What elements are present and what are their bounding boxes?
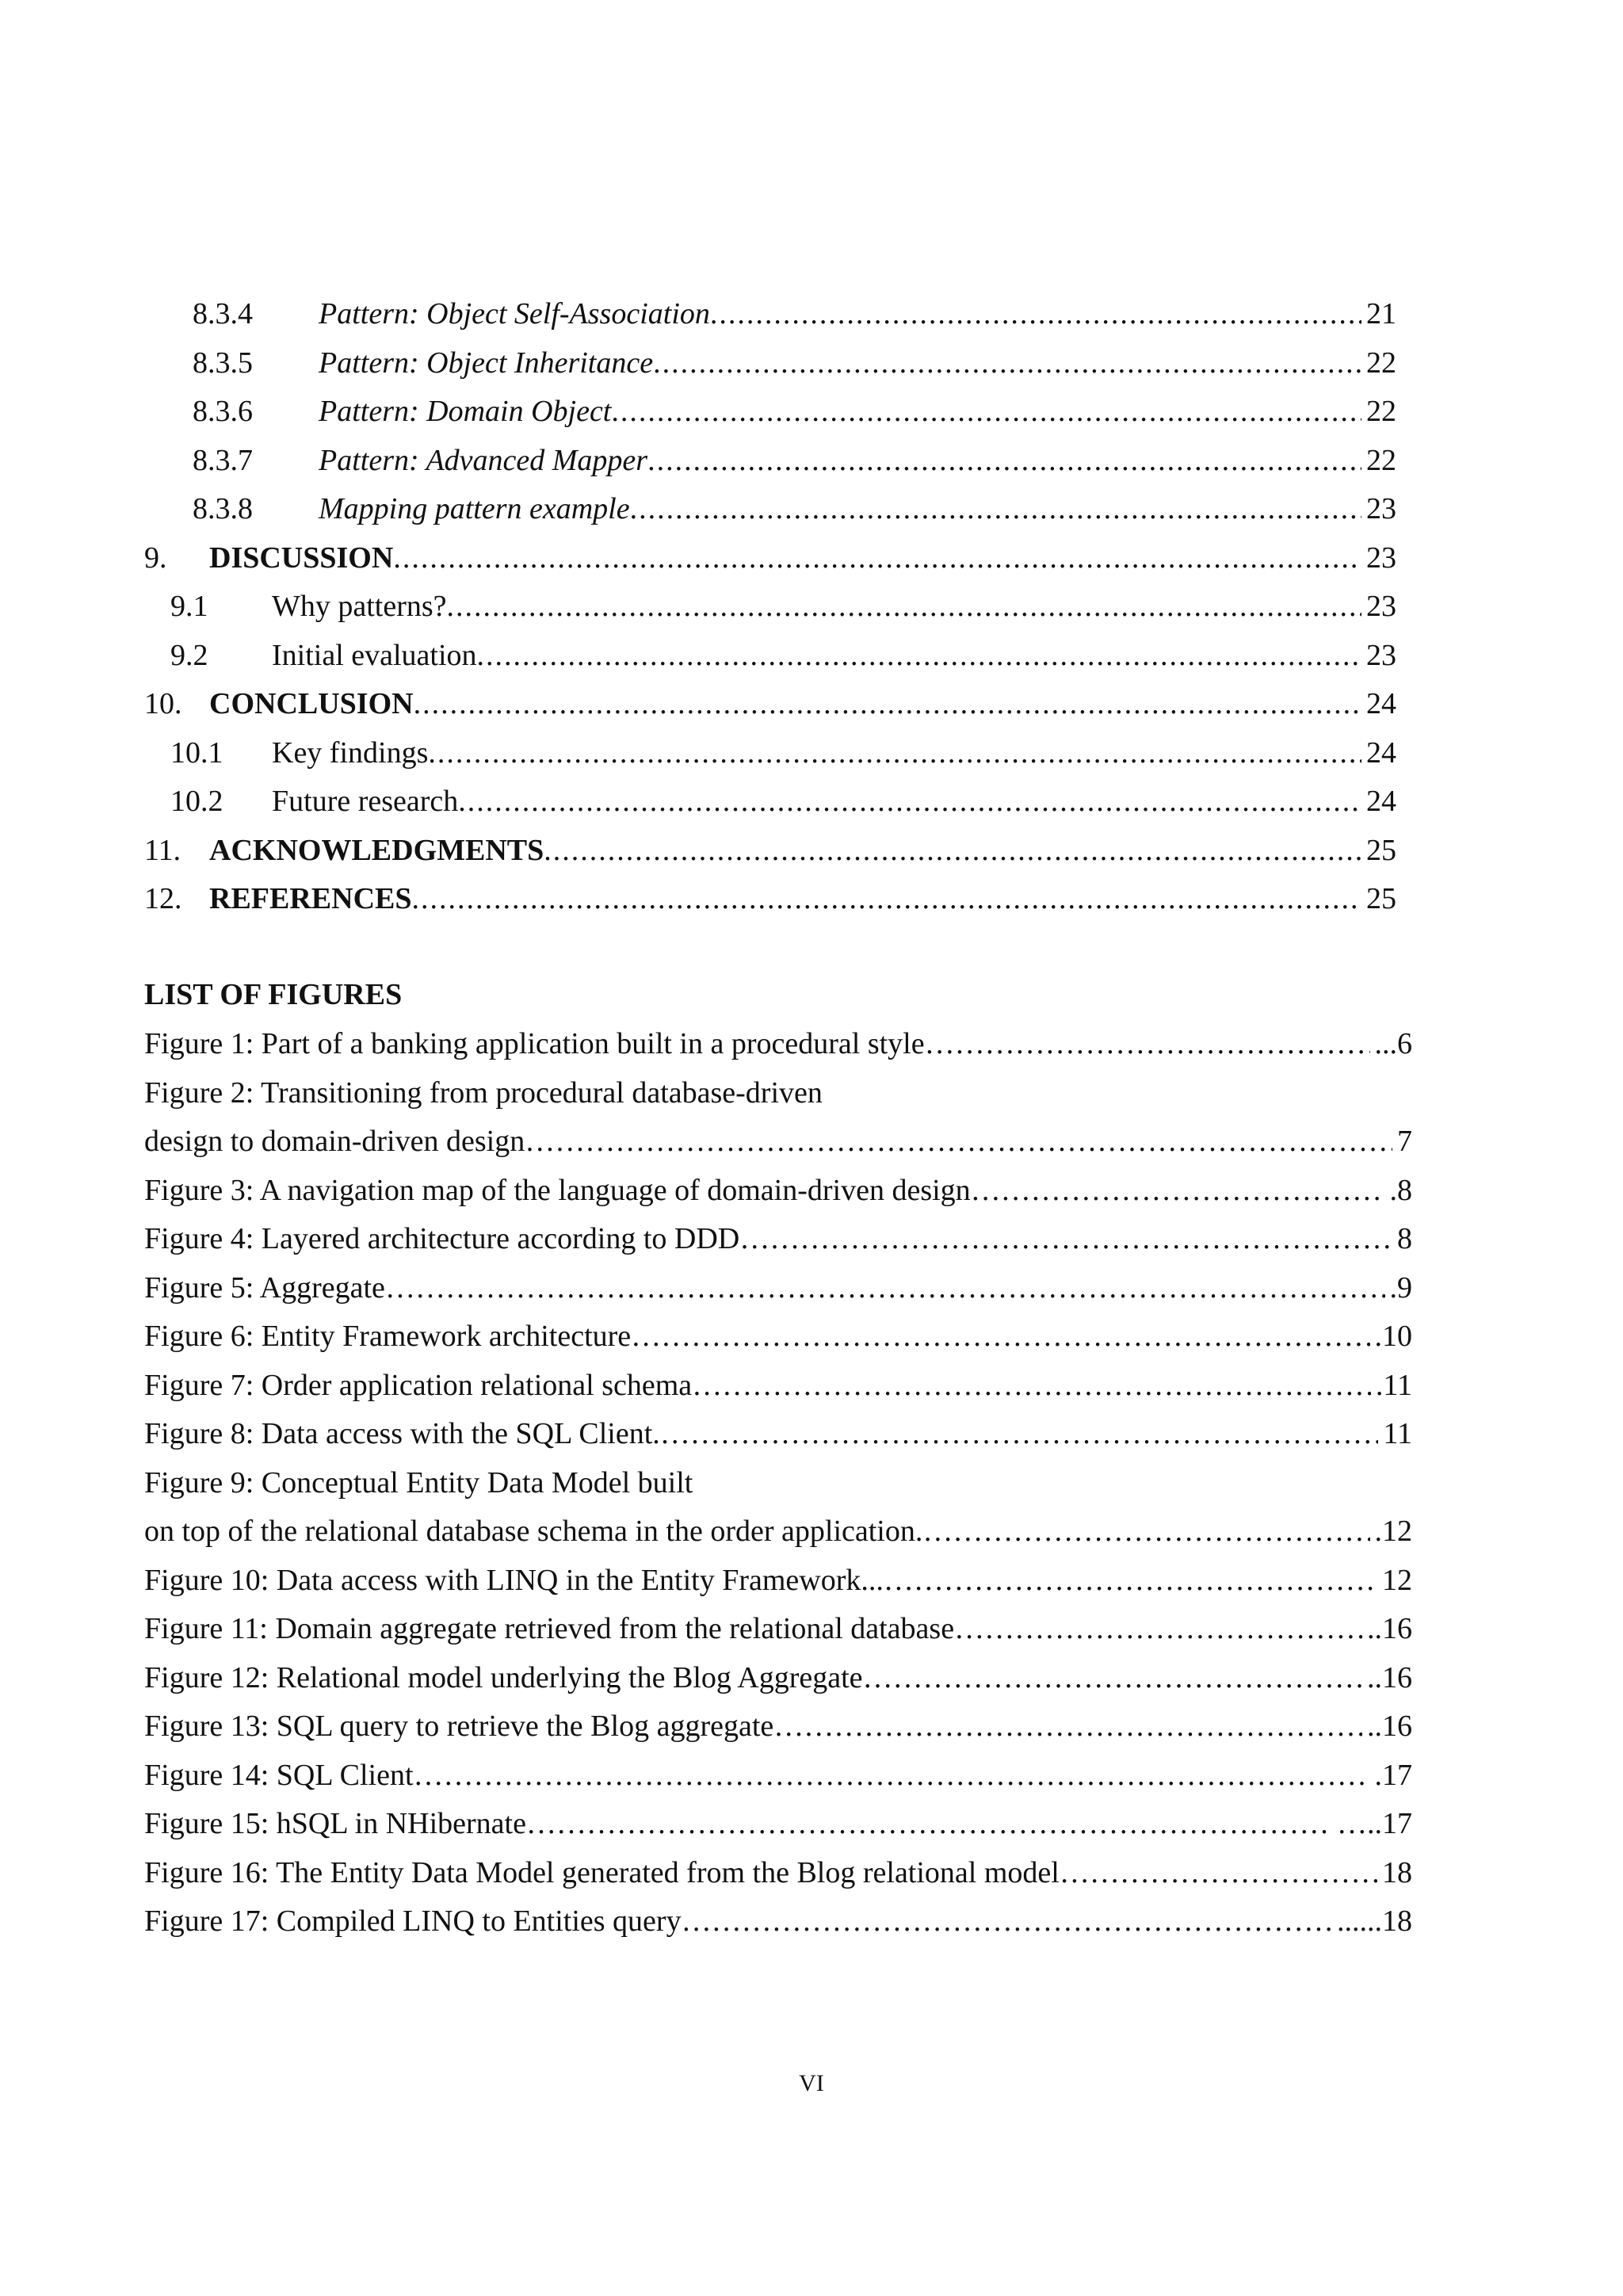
figure-leader: [692, 1362, 1371, 1411]
toc-entry[interactable]: [144, 777, 1396, 827]
figure-page: .10: [1374, 1320, 1412, 1353]
toc-leader: [428, 729, 1361, 778]
figure-page: 11: [1383, 1417, 1412, 1450]
figure-title-continued: on top of the relational database schema in the order application.: [144, 1515, 923, 1548]
toc-leader: [414, 680, 1361, 729]
toc-entry-number: 10.1: [170, 735, 223, 770]
figure-page: ..16: [1367, 1660, 1412, 1694]
list-of-figures-heading: LIST OF FIGURES: [144, 978, 403, 1011]
toc-entry-number: 8.3.8: [193, 492, 253, 525]
figure-title-continued: design to domain-driven design: [144, 1125, 525, 1158]
toc-entry-title: CONCLUSION: [209, 687, 414, 720]
figure-page: 12: [1382, 1563, 1412, 1597]
toc-entry-number: 8.3.5: [193, 346, 253, 380]
figure-leader: [863, 1654, 1362, 1703]
figure-page: 7: [1397, 1125, 1412, 1158]
figure-title: Figure 2: Transitioning from procedural database-driven: [144, 1075, 823, 1110]
figure-leader: [739, 1215, 1392, 1264]
toc-entry-title: Mapping pattern example: [319, 492, 630, 525]
figure-leader: [525, 1117, 1392, 1167]
figure-leader: [631, 1312, 1369, 1362]
toc-entry-title: Future research: [272, 785, 459, 818]
toc-entry-page: 23: [1366, 541, 1396, 575]
figure-title: Figure 14: SQL Client: [144, 1758, 414, 1792]
figure-page: .9: [1389, 1270, 1412, 1305]
figure-leader: [1060, 1849, 1377, 1898]
figure-page: …..17: [1337, 1807, 1412, 1840]
toc-entry-page: 24: [1366, 785, 1396, 818]
figure-leader: [682, 1897, 1332, 1946]
list-of-figures: [144, 1020, 1412, 1946]
figure-page: ......18: [1337, 1904, 1412, 1938]
toc-entry-page: 23: [1366, 638, 1396, 672]
toc-entry-title: Pattern: Domain Object: [319, 395, 612, 428]
figure-entry[interactable]: [144, 1362, 1412, 1411]
toc-entry-page: 25: [1366, 882, 1396, 915]
figure-title: Figure 13: SQL query to retrieve the Blog aggregate: [144, 1710, 774, 1743]
figure-leader: [385, 1264, 1385, 1313]
figure-entry[interactable]: [144, 1020, 1412, 1069]
toc-entry[interactable]: [144, 827, 1396, 876]
toc-entry-title: Pattern: Object Self-Association: [319, 297, 710, 330]
toc-leader: [653, 339, 1361, 388]
figure-entry[interactable]: [144, 1654, 1412, 1703]
figure-title: Figure 4: Layered architecture according to DDD: [144, 1222, 740, 1255]
toc-entry-number: 8.3.7: [193, 443, 253, 477]
figure-entry[interactable]: [144, 1215, 1412, 1264]
toc-entry[interactable]: [144, 339, 1396, 388]
toc-entry-page: 25: [1366, 833, 1396, 867]
table-of-contents: [144, 290, 1396, 924]
figure-entry[interactable]: [144, 1410, 1412, 1459]
figure-page: ..16: [1367, 1612, 1412, 1645]
figure-entry[interactable]: [144, 1167, 1412, 1216]
toc-leader: [393, 534, 1361, 583]
toc-entry-title: Initial evaluation: [272, 638, 477, 672]
figure-entry[interactable]: [144, 1897, 1412, 1946]
figure-page: ..16: [1367, 1710, 1412, 1743]
figure-entry[interactable]: [144, 1069, 1412, 1118]
toc-leader: [458, 777, 1361, 827]
toc-leader: [447, 583, 1361, 632]
toc-leader: [544, 827, 1361, 876]
toc-entry[interactable]: [144, 680, 1396, 729]
figure-entry[interactable]: [144, 1800, 1412, 1849]
figure-page: .12: [1374, 1515, 1412, 1548]
figure-leader: [660, 1410, 1379, 1459]
toc-entry-title: Key findings: [272, 735, 429, 770]
figure-leader: [526, 1800, 1332, 1849]
figure-entry[interactable]: [144, 1849, 1412, 1898]
figure-title: Figure 6: Entity Framework architecture: [144, 1320, 632, 1353]
toc-leader: [630, 485, 1361, 534]
toc-entry-title: Why patterns?: [272, 590, 447, 623]
figure-entry[interactable]: [144, 1557, 1412, 1606]
toc-entry[interactable]: [144, 875, 1396, 924]
figure-leader: [925, 1020, 1370, 1069]
figure-title: Figure 9: Conceptual Entity Data Model built: [144, 1465, 693, 1499]
toc-entry-page: 24: [1366, 735, 1396, 770]
toc-entry-title: DISCUSSION: [209, 541, 394, 575]
toc-entry-page: 23: [1366, 492, 1396, 525]
toc-entry[interactable]: [144, 437, 1396, 486]
figure-leader: [773, 1702, 1362, 1752]
figure-title: Figure 3: A navigation map of the language of domain-driven design: [144, 1173, 971, 1207]
figure-entry-continuation[interactable]: [144, 1117, 1412, 1167]
toc-leader: [412, 875, 1362, 924]
figure-leader: [884, 1557, 1377, 1606]
toc-entry-title: Pattern: Object Inheritance: [319, 346, 654, 380]
figure-entry[interactable]: [144, 1752, 1412, 1801]
figure-title: Figure 12: Relational model underlying the Blog Aggregate: [144, 1660, 863, 1694]
toc-entry[interactable]: [144, 290, 1396, 339]
figure-title: Figure 7: Order application relational schema: [144, 1368, 693, 1402]
toc-entry-number: 9.2: [170, 638, 208, 672]
toc-entry-page: 22: [1366, 443, 1396, 477]
figure-entry[interactable]: [144, 1702, 1412, 1752]
toc-entry-number: 9.: [144, 541, 167, 575]
figure-page: .17: [1374, 1758, 1412, 1792]
toc-entry-number: 8.3.4: [193, 297, 253, 330]
figure-title: Figure 17: Compiled LINQ to Entities query: [144, 1904, 682, 1938]
toc-leader: [647, 437, 1361, 486]
figure-title: Figure 1: Part of a banking application built in a procedural style: [144, 1027, 925, 1060]
figure-title: Figure 10: Data access with LINQ in the Entity Framework...: [144, 1563, 884, 1597]
toc-entry-number: 10.: [144, 687, 182, 720]
page-number: VI: [799, 2070, 824, 2096]
toc-entry-page: 23: [1366, 590, 1396, 623]
figure-entry[interactable]: [144, 1264, 1412, 1313]
figure-page: .8: [1389, 1173, 1412, 1207]
figure-page: ...6: [1374, 1027, 1412, 1060]
toc-entry-page: 22: [1366, 346, 1396, 380]
figure-leader: [922, 1507, 1369, 1557]
toc-leader: [710, 290, 1361, 339]
toc-entry-title: ACKNOWLEDGMENTS: [209, 833, 544, 867]
toc-entry-title: REFERENCES: [209, 882, 412, 915]
toc-entry-number: 10.2: [170, 785, 223, 818]
toc-entry-number: 12.: [144, 882, 182, 915]
toc-entry[interactable]: [144, 729, 1396, 778]
figure-page: 18: [1382, 1855, 1412, 1889]
toc-entry-page: 21: [1366, 297, 1396, 330]
toc-entry-page: 22: [1366, 395, 1396, 428]
figure-page: .11: [1375, 1368, 1412, 1402]
toc-leader: [611, 388, 1361, 437]
toc-entry[interactable]: [144, 583, 1396, 632]
toc-entry-title: Pattern: Advanced Mapper: [319, 443, 648, 477]
figure-entry[interactable]: [144, 1605, 1412, 1654]
toc-entry[interactable]: [144, 485, 1396, 534]
toc-entry[interactable]: [144, 632, 1396, 681]
figure-title: Figure 16: The Entity Data Model generated from the Blog relational model: [144, 1855, 1060, 1889]
toc-entry[interactable]: [144, 388, 1396, 437]
toc-entry-number: 11.: [144, 833, 181, 867]
figure-title: Figure 5: Aggregate: [144, 1270, 385, 1305]
figure-title: Figure 15: hSQL in NHibernate: [144, 1807, 526, 1840]
figure-title: Figure 8: Data access with the SQL Client.: [144, 1417, 660, 1450]
figure-entry[interactable]: [144, 1459, 1412, 1508]
toc-entry-number: 8.3.6: [193, 395, 253, 428]
toc-entry-number: 9.1: [170, 590, 208, 623]
figure-leader: [414, 1752, 1370, 1801]
figure-page: 8: [1397, 1222, 1412, 1255]
figure-leader: [954, 1605, 1362, 1654]
toc-leader: [477, 632, 1361, 681]
figure-entry[interactable]: [144, 1312, 1412, 1362]
figure-title: Figure 11: Domain aggregate retrieved from the relational database: [144, 1612, 955, 1645]
toc-entry-page: 24: [1366, 687, 1396, 720]
figure-leader: [971, 1167, 1385, 1216]
toc-entry[interactable]: [144, 534, 1396, 583]
figure-entry-continuation[interactable]: [144, 1507, 1412, 1557]
